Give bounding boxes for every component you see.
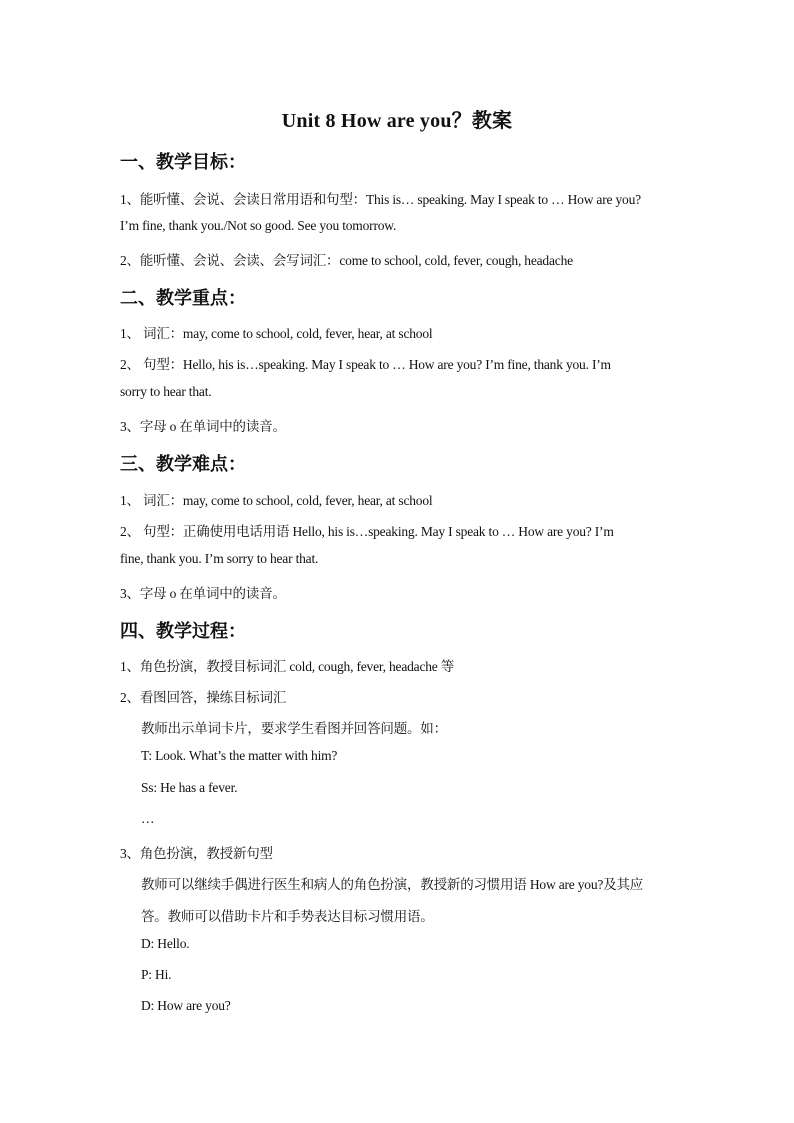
process-line-9: 答。教师可以借助卡片和手势表达目标习惯用语。: [141, 909, 434, 924]
process-line-10: D: Hello.: [141, 936, 190, 951]
objectives-line-1: 1、能听懂、会说、会读日常用语和句型：This is… speaking. May I speak to … How are you?: [120, 192, 641, 207]
section-heading-difficulties: 三、教学难点：: [120, 454, 246, 474]
key-points-line-3: sorry to hear that.: [120, 384, 212, 399]
process-line-5: Ss: He has a fever.: [141, 780, 238, 795]
document-title: Unit 8 How are you？教案: [281, 110, 513, 132]
objectives-line-3: 2、能听懂、会说、会读、会写词汇：come to school, cold, fever, cough, headache: [120, 253, 573, 268]
key-points-line-4: 3、字母 o 在单词中的读音。: [120, 419, 286, 434]
difficulties-line-1: 1、 词汇：may, come to school, cold, fever, hear, at school: [120, 493, 433, 508]
section-heading-process: 四、教学过程：: [120, 621, 246, 641]
process-line-11: P: Hi.: [141, 967, 172, 982]
key-points-line-1: 1、 词汇：may, come to school, cold, fever, hear, at school: [120, 326, 433, 341]
process-line-4: T: Look. What’s the matter with him?: [141, 748, 338, 763]
process-line-8: 教师可以继续手偶进行医生和病人的角色扮演，教授新的习惯用语 How are you?及其应: [141, 877, 644, 892]
process-line-7: 3、角色扮演，教授新句型: [120, 846, 273, 861]
process-line-12: D: How are you?: [141, 998, 231, 1013]
key-points-line-2: 2、 句型：Hello, his is…speaking. May I speak to … How are you? I’m fine, thank you. I’m: [120, 357, 611, 372]
difficulties-line-4: 3、字母 o 在单词中的读音。: [120, 586, 286, 601]
difficulties-line-2: 2、 句型：正确使用电话用语 Hello, his is…speaking. May I speak to … How are you? I’m: [120, 524, 614, 539]
section-heading-key-points: 二、教学重点：: [120, 288, 246, 308]
section-heading-objectives: 一、教学目标：: [120, 152, 246, 172]
objectives-line-2: I’m fine, thank you./Not so good. See you tomorrow.: [120, 218, 397, 233]
process-line-3: 教师出示单词卡片，要求学生看图并回答问题。如：: [141, 721, 447, 736]
process-line-2: 2、看图回答，操练目标词汇: [120, 690, 287, 705]
process-line-6: …: [141, 811, 155, 826]
difficulties-line-3: fine, thank you. I’m sorry to hear that.: [120, 551, 319, 566]
process-line-1: 1、角色扮演，教授目标词汇 cold, cough, fever, headache 等: [120, 659, 455, 674]
